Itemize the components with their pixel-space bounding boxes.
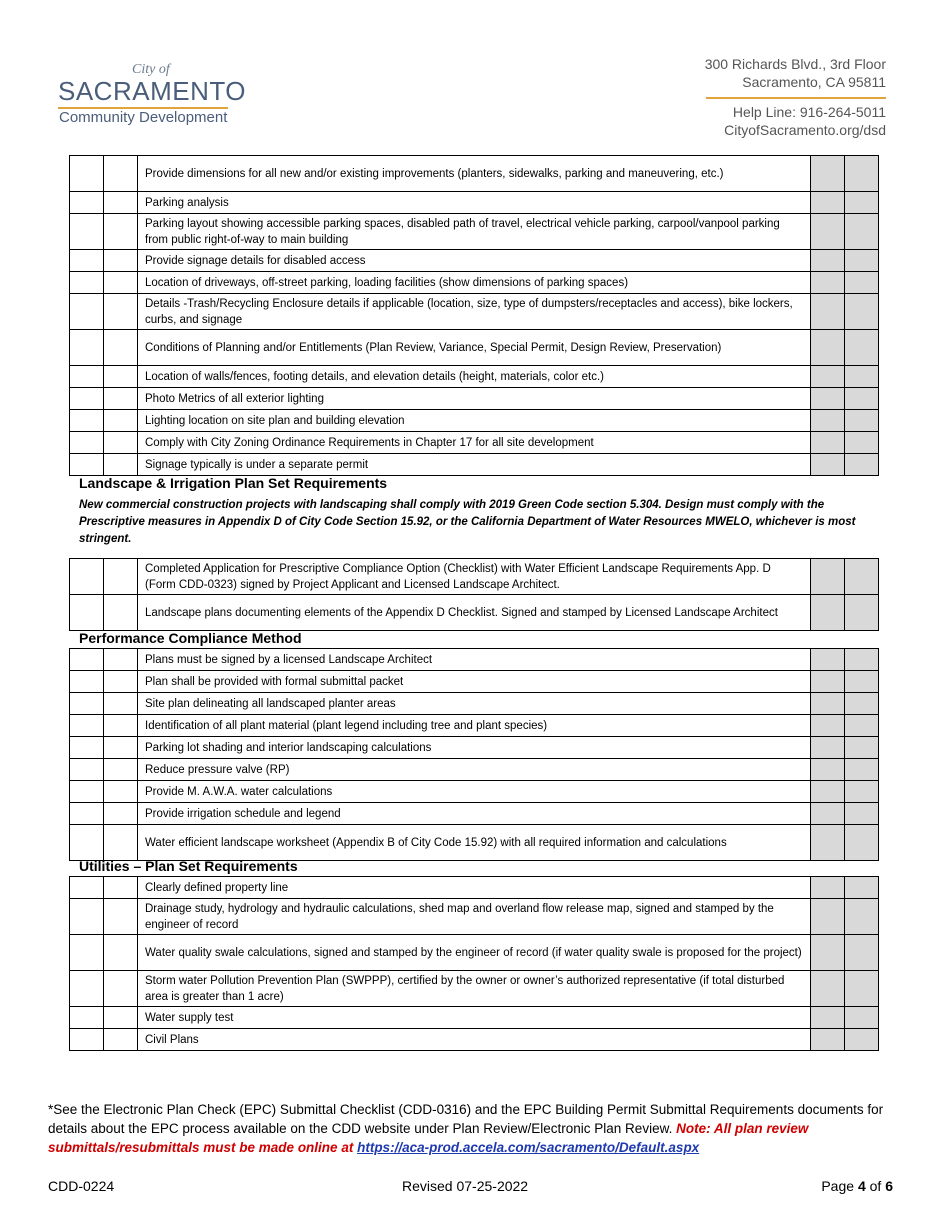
check-cell[interactable] [70, 595, 104, 631]
office-use-cell [845, 737, 879, 759]
office-use-cell [845, 330, 879, 366]
logo-city-of: City of [132, 62, 170, 77]
footnote-note: Note: All plan review submittals/resubmittals must be made online at [48, 1121, 809, 1155]
requirement-text: Location of driveways, off-street parking, loading facilities (show dimensions of parking spaces) [138, 272, 811, 294]
form-id: CDD-0224 [48, 1178, 115, 1194]
table-row [70, 192, 879, 214]
office-use-cell [845, 214, 879, 250]
check-cell[interactable] [70, 935, 104, 971]
page-current: 4 [857, 1178, 866, 1194]
office-use-cell [811, 759, 845, 781]
table-row [70, 595, 879, 631]
office-use-cell [845, 294, 879, 330]
requirement-text: Provide signage details for disabled access [138, 250, 811, 272]
address-line-2: Sacramento, CA 95811 [742, 74, 886, 90]
office-use-cell [811, 649, 845, 671]
table-row [70, 803, 879, 825]
table-row [70, 899, 879, 935]
table-row [70, 250, 879, 272]
landscape-table [69, 558, 879, 631]
check-cell[interactable] [104, 1029, 138, 1051]
table-row [70, 935, 879, 971]
office-address [705, 55, 886, 139]
check-cell[interactable] [70, 214, 104, 250]
table-row [70, 671, 879, 693]
check-cell[interactable] [104, 410, 138, 432]
office-use-cell [811, 272, 845, 294]
office-use-cell [811, 432, 845, 454]
office-use-cell [845, 388, 879, 410]
check-cell[interactable] [104, 781, 138, 803]
requirement-text: Clearly defined property line [138, 877, 811, 899]
city-logo [58, 62, 258, 132]
table-row [70, 971, 879, 1007]
table-row [70, 825, 879, 861]
requirement-text: Parking analysis [138, 192, 811, 214]
check-cell[interactable] [104, 715, 138, 737]
office-use-cell [811, 693, 845, 715]
check-cell[interactable] [70, 432, 104, 454]
check-cell[interactable] [70, 330, 104, 366]
office-use-cell [845, 192, 879, 214]
check-cell[interactable] [104, 388, 138, 410]
check-cell[interactable] [70, 250, 104, 272]
check-cell[interactable] [70, 781, 104, 803]
office-use-cell [811, 737, 845, 759]
office-use-cell [811, 294, 845, 330]
check-cell[interactable] [104, 272, 138, 294]
website: CityofSacramento.org/dsd [724, 122, 886, 138]
requirement-text: Lighting location on site plan and building elevation [138, 410, 811, 432]
office-use-cell [845, 1029, 879, 1051]
office-use-cell [845, 366, 879, 388]
requirement-text: Parking lot shading and interior landscaping calculations [138, 737, 811, 759]
office-use-cell [845, 899, 879, 935]
office-use-cell [845, 693, 879, 715]
check-cell[interactable] [104, 1007, 138, 1029]
office-use-cell [845, 559, 879, 595]
office-use-cell [845, 454, 879, 476]
table-row [70, 715, 879, 737]
requirement-text: Conditions of Planning and/or Entitlements (Plan Review, Variance, Special Permit, Design Review, Preservation) [138, 330, 811, 366]
check-cell[interactable] [70, 737, 104, 759]
page-number [821, 1178, 893, 1194]
office-use-cell [811, 803, 845, 825]
office-use-cell [811, 410, 845, 432]
office-use-cell [845, 410, 879, 432]
check-cell[interactable] [104, 671, 138, 693]
office-use-cell [811, 366, 845, 388]
office-use-cell [811, 877, 845, 899]
requirement-text: Plans must be signed by a licensed Landscape Architect [138, 649, 811, 671]
office-use-cell [811, 825, 845, 861]
office-use-cell [811, 971, 845, 1007]
office-use-cell [845, 432, 879, 454]
office-use-cell [811, 250, 845, 272]
help-line: Help Line: 916-264-5011 [732, 104, 886, 120]
table-row [70, 272, 879, 294]
table-row [70, 330, 879, 366]
office-use-cell [845, 877, 879, 899]
requirement-text: Details -Trash/Recycling Enclosure details if applicable (location, size, type of dumpsters/receptacles and access), bike lockers, curbs, and signage [138, 294, 811, 330]
footnote-text: *See the Electronic Plan Check (EPC) Submittal Checklist (CDD-0316) and the EPC Building Permit Submittal Requirements documents for details about the EPC process available on the CDD website under Plan Review/Electronic Plan Review. [48, 1102, 884, 1136]
check-cell[interactable] [104, 803, 138, 825]
office-use-cell [845, 272, 879, 294]
check-cell[interactable] [70, 671, 104, 693]
table-row [70, 366, 879, 388]
office-use-cell [811, 899, 845, 935]
check-cell[interactable] [70, 899, 104, 935]
office-use-cell [845, 156, 879, 192]
check-cell[interactable] [104, 366, 138, 388]
check-cell[interactable] [70, 156, 104, 192]
check-cell[interactable] [70, 877, 104, 899]
check-cell[interactable] [70, 366, 104, 388]
check-cell[interactable] [70, 825, 104, 861]
utilities-table [69, 876, 879, 1051]
check-cell[interactable] [104, 693, 138, 715]
office-use-cell [811, 1007, 845, 1029]
office-use-cell [811, 454, 845, 476]
check-cell[interactable] [70, 388, 104, 410]
requirement-text: Drainage study, hydrology and hydraulic calculations, shed map and overland flow release map, signed and stamped by the engineer of record [138, 899, 811, 935]
check-cell[interactable] [104, 595, 138, 631]
check-cell[interactable] [104, 250, 138, 272]
office-use-cell [845, 971, 879, 1007]
check-cell[interactable] [104, 649, 138, 671]
check-cell[interactable] [104, 825, 138, 861]
accela-link[interactable]: https://aca-prod.accela.com/sacramento/Default.aspx [357, 1140, 700, 1155]
table-row [70, 559, 879, 595]
check-cell[interactable] [70, 1029, 104, 1051]
address-line-1: 300 Richards Blvd., 3rd Floor [704, 56, 886, 72]
office-use-cell [845, 803, 879, 825]
office-use-cell [811, 781, 845, 803]
office-use-cell [811, 156, 845, 192]
office-use-cell [845, 649, 879, 671]
check-cell[interactable] [70, 410, 104, 432]
table-row [70, 410, 879, 432]
check-cell[interactable] [70, 454, 104, 476]
table-row [70, 454, 879, 476]
epc-footnote [48, 1100, 898, 1157]
table-row [70, 693, 879, 715]
check-cell[interactable] [70, 272, 104, 294]
office-use-cell [845, 935, 879, 971]
table-row [70, 759, 879, 781]
revision-date: Revised 07-25-2022 [402, 1178, 529, 1194]
requirement-text: Storm water Pollution Prevention Plan (SWPPP), certified by the owner or owner’s authorized representative (if total disturbed area is greater than 1 acre) [138, 971, 811, 1007]
logo-sacramento: SACRAMENTO [58, 76, 246, 106]
requirement-text: Water efficient landscape worksheet (Appendix B of City Code 15.92) with all required information and calculations [138, 825, 811, 861]
table-row [70, 1007, 879, 1029]
requirement-text: Landscape plans documenting elements of the Appendix D Checklist. Signed and stamped by Licensed Landscape Architect [138, 595, 811, 631]
check-cell[interactable] [70, 693, 104, 715]
office-use-cell [811, 935, 845, 971]
check-cell[interactable] [70, 559, 104, 595]
check-cell[interactable] [104, 559, 138, 595]
table-row [70, 388, 879, 410]
requirement-text: Civil Plans [138, 1029, 811, 1051]
check-cell[interactable] [70, 715, 104, 737]
office-use-cell [811, 214, 845, 250]
check-cell[interactable] [104, 971, 138, 1007]
requirement-text: Site plan delineating all landscaped planter areas [138, 693, 811, 715]
table-row [70, 432, 879, 454]
office-use-cell [811, 595, 845, 631]
performance-section-title: Performance Compliance Method [79, 630, 302, 646]
page-of: of [865, 1178, 886, 1194]
office-use-cell [811, 388, 845, 410]
landscape-note: New commercial construction projects with landscaping shall comply with 2019 Green Code section 5.304. Design must comply with the Prescriptive measures in Appendix D of City Code Section 15.92, or the California Department of Water Resources MWELO, whichever is most stringent. [79, 499, 856, 545]
office-use-cell [845, 595, 879, 631]
office-use-cell [845, 825, 879, 861]
office-use-cell [845, 1007, 879, 1029]
check-cell[interactable] [104, 294, 138, 330]
office-use-cell [811, 715, 845, 737]
utilities-section-title: Utilities – Plan Set Requirements [79, 858, 298, 874]
table-row [70, 156, 879, 192]
check-cell[interactable] [104, 935, 138, 971]
check-cell[interactable] [104, 156, 138, 192]
requirement-text: Provide irrigation schedule and legend [138, 803, 811, 825]
check-cell[interactable] [104, 214, 138, 250]
check-cell[interactable] [70, 1007, 104, 1029]
check-cell[interactable] [104, 192, 138, 214]
office-use-cell [811, 192, 845, 214]
office-use-cell [811, 330, 845, 366]
requirement-text: Signage typically is under a separate permit [138, 454, 811, 476]
requirement-text: Comply with City Zoning Ordinance Requirements in Chapter 17 for all site development [138, 432, 811, 454]
check-cell[interactable] [70, 971, 104, 1007]
requirement-text: Water quality swale calculations, signed and stamped by the engineer of record (if water quality swale is proposed for the project) [138, 935, 811, 971]
table-row [70, 294, 879, 330]
table-row [70, 781, 879, 803]
office-use-cell [811, 1029, 845, 1051]
check-cell[interactable] [104, 330, 138, 366]
office-use-cell [845, 715, 879, 737]
address-divider [706, 97, 886, 99]
requirement-text: Photo Metrics of all exterior lighting [138, 388, 811, 410]
table-row [70, 877, 879, 899]
check-cell[interactable] [104, 454, 138, 476]
requirement-text: Parking layout showing accessible parking spaces, disabled path of travel, electrical vehicle parking, carpool/vanpool parking from public right-of-way to main building [138, 214, 811, 250]
check-cell[interactable] [104, 432, 138, 454]
office-use-cell [845, 781, 879, 803]
table-row [70, 1029, 879, 1051]
check-cell[interactable] [70, 294, 104, 330]
requirement-text: Plan shall be provided with formal submittal packet [138, 671, 811, 693]
check-cell[interactable] [104, 737, 138, 759]
check-cell[interactable] [104, 877, 138, 899]
requirement-text: Water supply test [138, 1007, 811, 1029]
requirement-text: Provide M. A.W.A. water calculations [138, 781, 811, 803]
check-cell[interactable] [104, 759, 138, 781]
table-row [70, 737, 879, 759]
check-cell[interactable] [104, 899, 138, 935]
office-use-cell [845, 250, 879, 272]
office-use-cell [845, 759, 879, 781]
check-cell[interactable] [70, 192, 104, 214]
office-use-cell [811, 559, 845, 595]
check-cell[interactable] [70, 649, 104, 671]
table-row [70, 649, 879, 671]
table-row [70, 214, 879, 250]
office-use-cell [845, 671, 879, 693]
landscape-section-title: Landscape & Irrigation Plan Set Requirements [79, 475, 388, 491]
check-cell[interactable] [70, 803, 104, 825]
requirement-text: Location of walls/fences, footing details, and elevation details (height, materials, color etc.) [138, 366, 811, 388]
requirement-text: Reduce pressure valve (RP) [138, 759, 811, 781]
page-prefix: Page [821, 1178, 858, 1194]
requirement-text: Completed Application for Prescriptive Compliance Option (Checklist) with Water Efficient Landscape Requirements App. D (Form CDD-0323) signed by Project Applicant and Licensed Landscape Architect. [138, 559, 811, 595]
performance-table [69, 648, 879, 861]
site-plan-table [69, 155, 879, 476]
page-total: 6 [885, 1178, 893, 1194]
requirement-text: Identification of all plant material (plant legend including tree and plant species) [138, 715, 811, 737]
requirement-text: Provide dimensions for all new and/or existing improvements (planters, sidewalks, parking and maneuvering, etc.) [138, 156, 811, 192]
check-cell[interactable] [70, 759, 104, 781]
logo-department: Community Development [59, 109, 228, 126]
office-use-cell [811, 671, 845, 693]
